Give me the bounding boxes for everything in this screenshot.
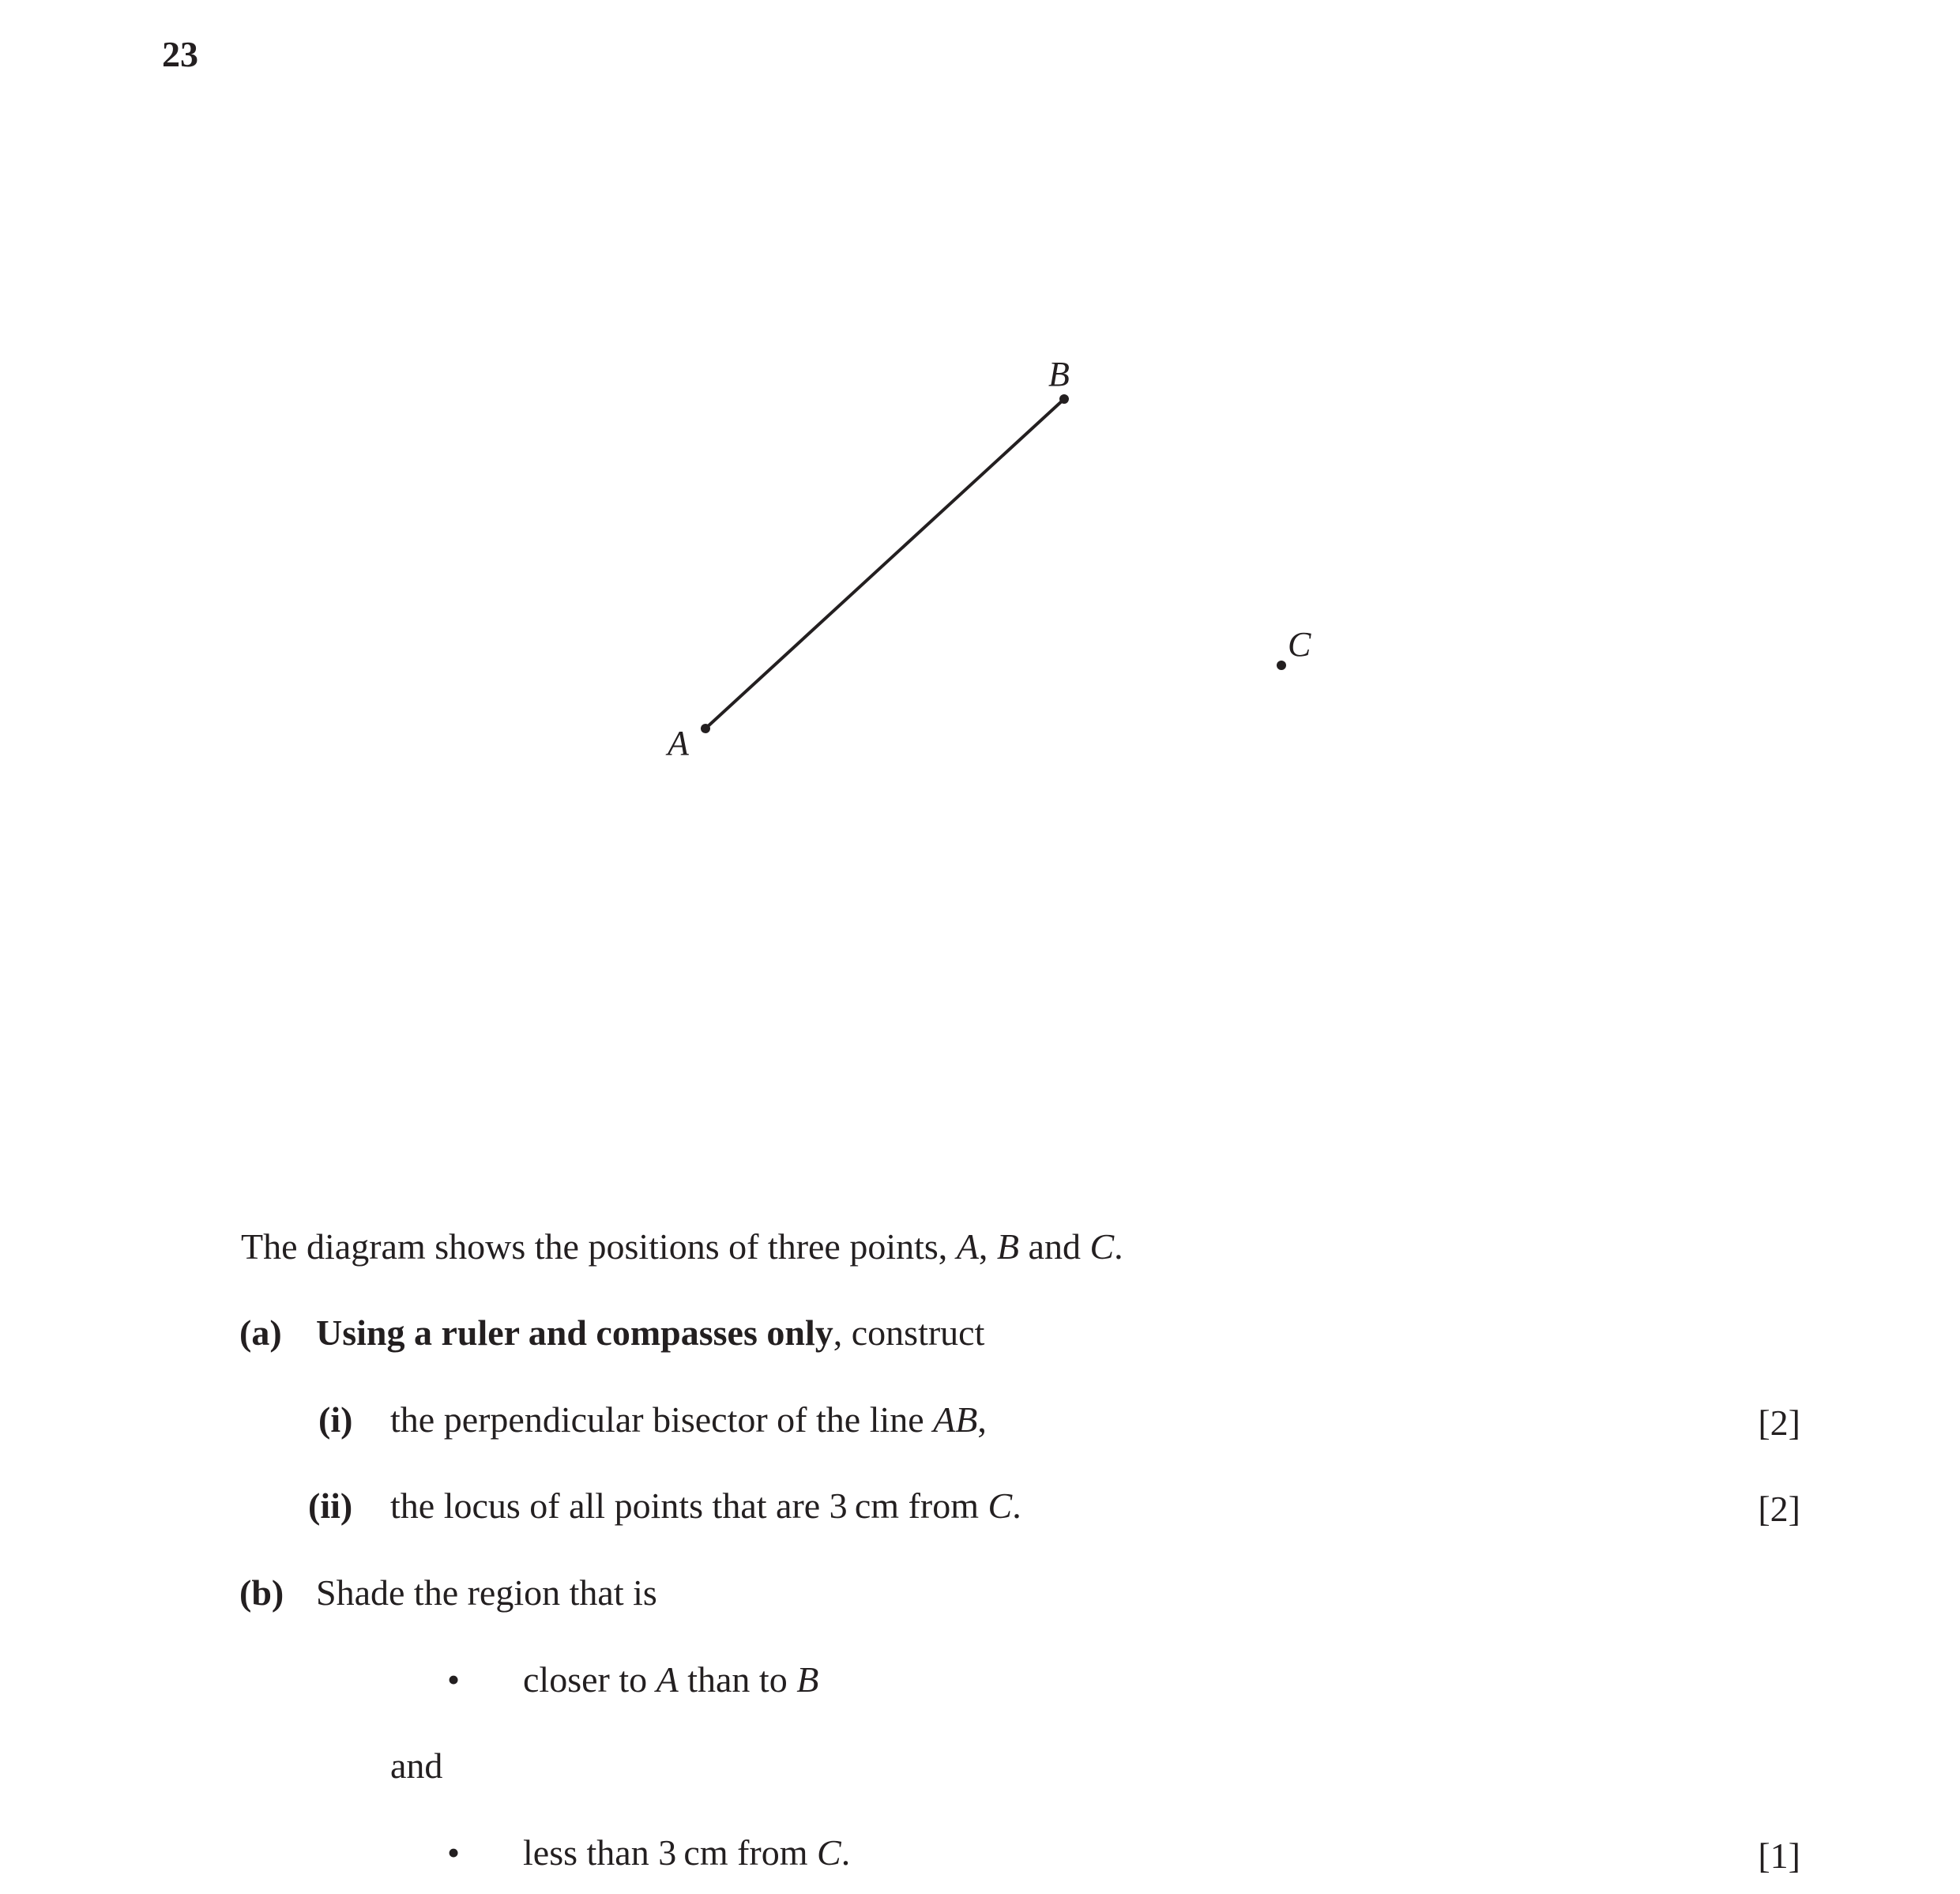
part-a-ii-label: (ii) xyxy=(308,1485,353,1526)
bullet-1-text: closer to A than to B xyxy=(523,1659,819,1700)
part-a-label: (a) xyxy=(239,1312,282,1353)
part-a-i-label: (i) xyxy=(318,1399,353,1440)
point-b-label: B xyxy=(1048,355,1070,393)
point-a xyxy=(701,724,710,733)
point-c-label: C xyxy=(1288,625,1311,664)
part-b-label: (b) xyxy=(239,1572,284,1613)
part-b-text: Shade the region that is xyxy=(316,1572,657,1613)
part-a-text: Using a ruler and compasses only, construct xyxy=(316,1312,985,1353)
and-text: and xyxy=(390,1745,443,1786)
point-a-label: A xyxy=(668,724,689,762)
bullet-1-marker: • xyxy=(447,1659,461,1700)
point-b xyxy=(1059,394,1069,404)
points-diagram xyxy=(0,0,1960,869)
part-b-marks: [1] xyxy=(1758,1836,1800,1876)
point-c xyxy=(1277,661,1286,670)
part-a-i-marks: [2] xyxy=(1758,1403,1800,1443)
intro-text: The diagram shows the positions of three points, A, B and C. xyxy=(241,1226,1123,1267)
part-a-ii-marks: [2] xyxy=(1758,1489,1800,1529)
line-segment-ab xyxy=(705,399,1064,729)
bullet-2-text: less than 3 cm from C. xyxy=(523,1832,851,1873)
question-number: 23 xyxy=(162,34,198,74)
bullet-2-marker: • xyxy=(447,1832,461,1873)
part-a-i-text: the perpendicular bisector of the line AB, xyxy=(390,1399,987,1440)
part-a-ii-text: the locus of all points that are 3 cm from C. xyxy=(390,1485,1021,1526)
